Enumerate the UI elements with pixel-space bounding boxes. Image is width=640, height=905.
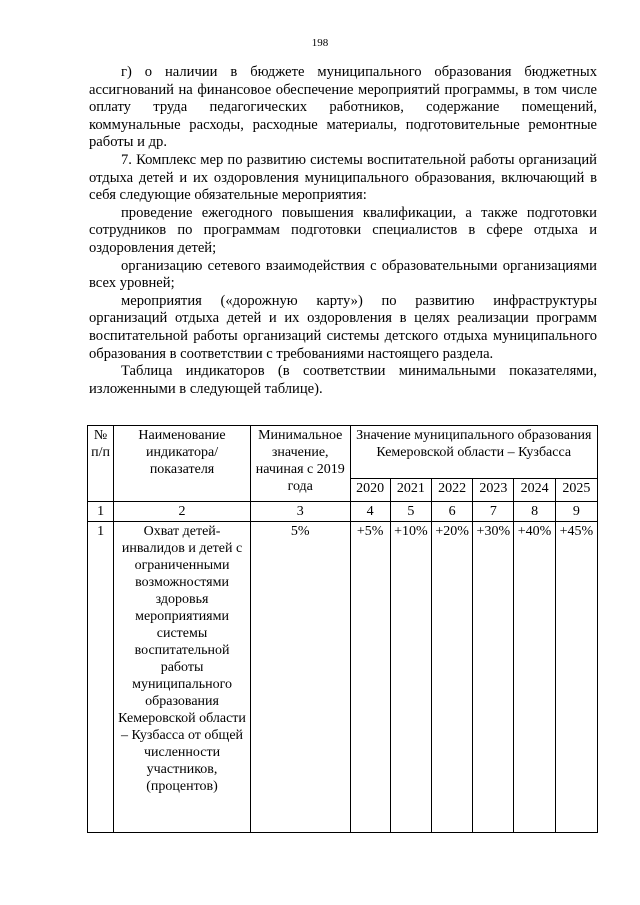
value-2024: +40% bbox=[514, 522, 555, 833]
column-number: 6 bbox=[431, 502, 472, 522]
column-number: 8 bbox=[514, 502, 555, 522]
value-2023: +30% bbox=[473, 522, 514, 833]
header-municipal-values: Значение муниципального образования Кемеровской области – Кузбасса bbox=[350, 426, 597, 479]
column-number: 7 bbox=[473, 502, 514, 522]
indicators-table bbox=[87, 425, 598, 833]
paragraph-budget: г) о наличии в бюджете муниципального образования бюджетных ассигнований на финансовое обеспечение мероприятий программы, в том числе оплату труда педагогических работников, содержание помещений, коммунальные расходы, расходные материалы, подготовительные ремонтные работы и др. bbox=[89, 64, 597, 151]
indicator-name: Охват детей-инвалидов и детей с ограниченными возможностями здоровья мероприятиями системы воспитательной работы муниципального образования Кемеровской области – Кузбасса от общей численности участников, (процентов) bbox=[114, 522, 251, 833]
header-year: 2021 bbox=[390, 479, 431, 502]
column-number: 9 bbox=[555, 502, 597, 522]
header-year: 2025 bbox=[555, 479, 597, 502]
column-number: 5 bbox=[390, 502, 431, 522]
column-number: 3 bbox=[250, 502, 350, 522]
column-number: 1 bbox=[88, 502, 114, 522]
paragraph-measures: 7. Комплекс мер по развитию системы воспитательной работы организаций отдыха детей и их оздоровления муниципального образования, включающий в себя следующие обязательные мероприятия: bbox=[89, 151, 597, 204]
row-number: 1 bbox=[88, 522, 114, 833]
value-2022: +20% bbox=[431, 522, 472, 833]
value-2025: +45% bbox=[555, 522, 597, 833]
column-number: 2 bbox=[114, 502, 251, 522]
page-number: 198 bbox=[311, 37, 329, 49]
header-number: № п/п bbox=[88, 426, 114, 502]
header-minimum-value: Минимальное значение, начиная с 2019 года bbox=[250, 426, 350, 502]
body-text bbox=[89, 64, 597, 398]
header-year: 2023 bbox=[473, 479, 514, 502]
paragraph-network: организацию сетевого взаимодействия с образовательными организациями всех уровней; bbox=[89, 257, 597, 292]
header-year: 2024 bbox=[514, 479, 555, 502]
paragraph-roadmap: мероприятия («дорожную карту») по развитию инфраструктуры организаций отдыха детей и их оздоровления в целях реализации программ воспитательной работы организаций системы детского отдыха муниципального образования в соответствии с требованиями настоящего раздела. bbox=[89, 292, 597, 362]
column-number: 4 bbox=[350, 502, 390, 522]
header-year: 2020 bbox=[350, 479, 390, 502]
value-2021: +10% bbox=[390, 522, 431, 833]
header-indicator-name: Наименование индикатора/ показателя bbox=[114, 426, 251, 502]
minimum-value: 5% bbox=[250, 522, 350, 833]
header-year: 2022 bbox=[431, 479, 472, 502]
column-numbers-row bbox=[88, 502, 598, 522]
table-header-row bbox=[88, 426, 598, 479]
table-row bbox=[88, 522, 598, 833]
value-2020: +5% bbox=[350, 522, 390, 833]
paragraph-table-intro: Таблица индикаторов (в соответствии минимальными показателями, изложенными в следующей таблице). bbox=[89, 363, 597, 397]
paragraph-training: проведение ежегодного повышения квалификации, а также подготовки сотрудников по программам подготовки специалистов в сфере отдыха и оздоровления детей; bbox=[89, 204, 597, 256]
